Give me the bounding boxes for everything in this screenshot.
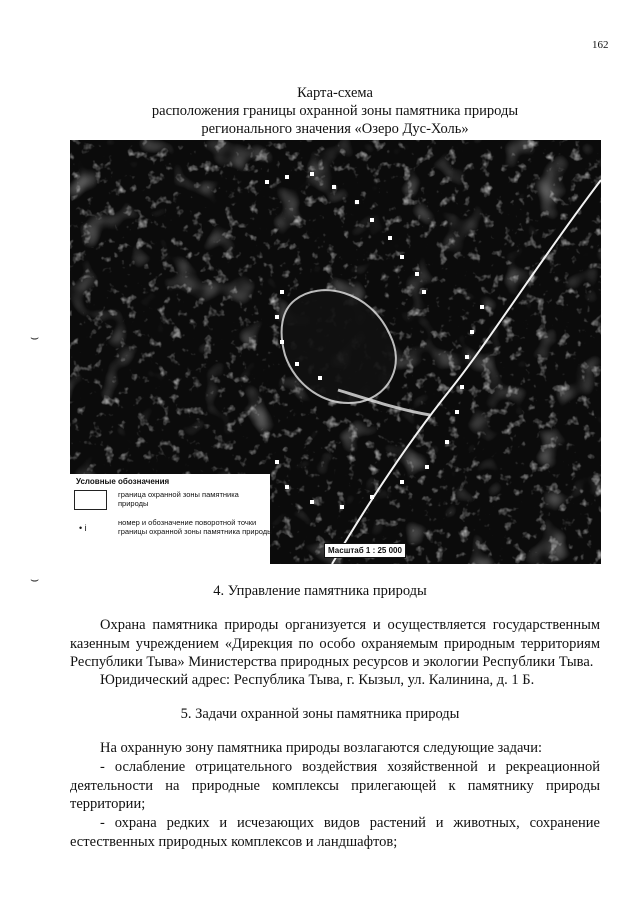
section-4-paragraph-1: Охрана памятника природы организуется и осуществляется государственным казенным учреждением «Дирекция по особо охраняемым природным территориям Республики Тыва» Министерства природных ресурсов и экологии Республики Тыва. [70,617,600,670]
satellite-map [70,140,601,564]
margin-mark-bottom: ⌣ [30,572,40,588]
boundary-symbol [74,490,107,510]
page-number: 162 [592,39,609,51]
section-4-heading: 4. Управление памятника природы [213,583,427,599]
section-5-heading: 5. Задачи охранной зоны памятника природы [180,706,460,722]
map-title-line-3: регионального значения «Озеро Дус-Холь» [201,121,469,137]
section-5-item-1: - ослабление отрицательного воздействия хозяйственной и рекреационной деятельности на природные комплексы прилегающей к памятнику природы территории; [70,759,600,812]
legend-title: Условные обозначения [76,477,170,486]
margin-mark-top: ⌣ [30,330,40,346]
legend-item-point-label: номер и обозначение поворотной точки границы охранной зоны памятника природы [118,518,273,536]
map-title [70,84,600,138]
map-title-line-2: расположения границы охранной зоны памятника природы [151,103,519,119]
map-title-line-1: Карта-схема [297,85,373,101]
map-legend [70,474,273,564]
legend-item-boundary-label: граница охранной зоны памятника природы [118,490,239,508]
map-scale: Масштаб 1 : 25 000 [324,543,406,558]
section-5-intro: На охранную зону памятника природы возлагаются следующие задачи: [100,740,542,756]
section-4-paragraph-2: Юридический адрес: Республика Тыва, г. Кызыл, ул. Калинина, д. 1 Б. [100,672,535,688]
point-symbol: • i [79,523,87,533]
section-5-item-2: - охрана редких и исчезающих видов растений и животных, сохранение естественных природных комплексов и ландшафтов; [70,815,600,850]
